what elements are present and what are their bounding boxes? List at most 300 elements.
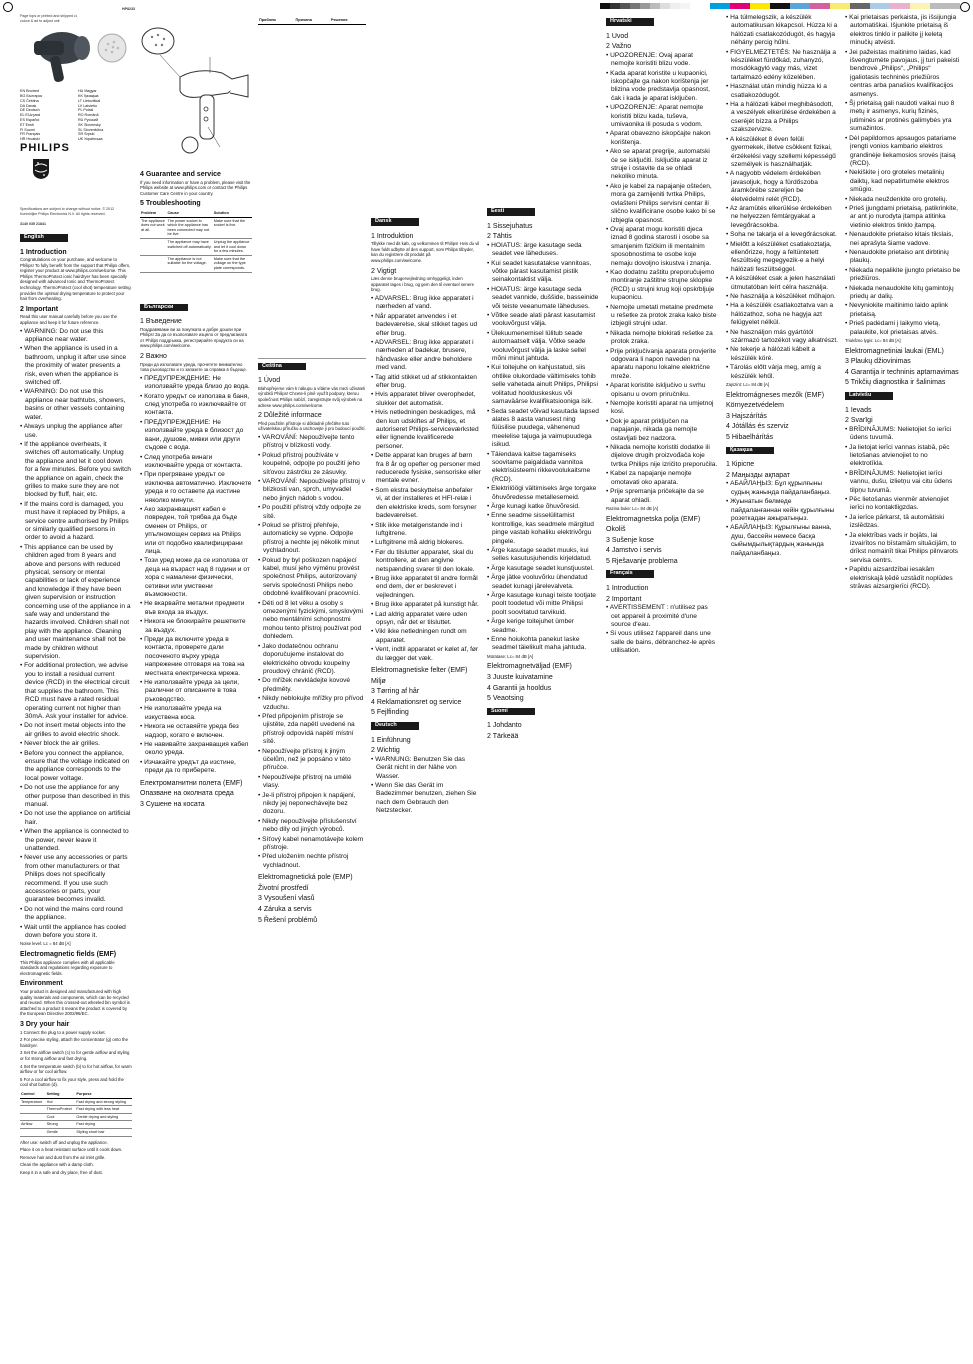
safety-item: • Dok je aparat priključen na napajanje, nikada ga nemojte ostavljati bez nadzora. — [606, 418, 718, 443]
safety-item: • A nagyobb védelem érdekében javasoljuk, hogy a fürdőszoba áramkörébe szereljen be életvédelmi relét (RCD). — [726, 170, 838, 204]
safety-item: • Når apparatet anvendes i et badeværelse, skal stikket tages ud efter brug. — [371, 313, 481, 338]
lang-index-item: DA Dansk — [20, 103, 37, 108]
safety-item: • Nevyniokite maitinimo laido aplink prietaisą. — [845, 302, 961, 319]
safety-item: • ADVARSEL: Brug ikke apparatet i nærheden af vand. — [371, 295, 481, 312]
safety-item: • АБАЙЛАҢЫЗ: Бұл құрылғыны судың жанында пайдаланбаңыз. — [726, 480, 838, 497]
section-environment: Environment — [20, 980, 63, 988]
section-guarantee-cs: 4 Záruka a servis — [258, 906, 312, 914]
environment-text: Your product is designed and manufactured with high quality materials and components, which can be recycled and reused. When this crossed-out wheeled bin symbol is attached to a product it means the product is covered by the European Directive 2002/96/EC. — [20, 989, 130, 1017]
section-important: 2 Important — [20, 305, 59, 313]
safety-item: • Si vous utilisez l'appareil dans une salle de bains, débranchez-le après utilisation. — [606, 630, 718, 655]
troubleshooting-table-en — [140, 210, 252, 273]
safety-item: • ПРЕДУПРЕЖДЕНИЕ: Не използвайте уреда близо до вода. — [140, 375, 252, 392]
safety-item: • FIGYELMEZTETÉS: Ne használja a készüléket fürdőkád, zuhanyzó, mosdókagyló vagy más, vizet tartalmazó edény közelében. — [726, 49, 838, 83]
noise-level-hr: Razina buke: Lc= 84 dB [A] — [606, 505, 659, 511]
section-emf-cs: Elektromagnetická pole (EMP) — [258, 874, 353, 882]
safety-item: • Brug ikke apparatet til andre formål end dem, der er beskrevet i vejledningen. — [371, 575, 481, 600]
color-bar-cmyk — [710, 3, 960, 9]
safety-item: • Ovaj aparat mogu koristiti djeca iznad 8 godina starosti i osobe sa smanjenim fizičkim ili mentalnim sposobnostima te osobe koje nemaju dovoljno iskustva i znanja. — [606, 226, 718, 268]
language-tab-danish: Dansk — [371, 218, 419, 226]
language-tab-bulgarian: Български — [140, 304, 188, 312]
safety-item: • Преди да включите уреда в контакта, проверете дали посоченото върху уреда напрежение отговаря на това на местната електрическа мрежа. — [140, 636, 252, 678]
table-cell: Gentle — [46, 1128, 76, 1136]
dry-step: 2 For precise styling, attach the concentrator (g) onto the hairdryer. — [20, 1037, 128, 1048]
safety-item: • Always unplug the appliance after use. — [20, 423, 132, 440]
safety-item: • Kai prietaisas perkaista, jis išsijungia automatiškai. Išjunkite prietaisą iš elektros tinklo ir palikite jį keletą minučių atvėsti. — [845, 14, 961, 48]
registration-mark-right — [960, 2, 970, 12]
section-introduction-de: 1 Einführung — [371, 736, 411, 744]
section-emf-da: Elektromagnetiske felter (EMF) — [371, 667, 468, 674]
table-row — [20, 1121, 132, 1129]
section-dry-hair: 3 Dry your hair — [20, 1021, 70, 1029]
section-dry-hair-da: 3 Tørring af hår — [371, 688, 420, 696]
language-tab-kazakh: Қазақша — [726, 447, 774, 455]
section-dry-hair-hu: 3 Hajszárítás — [726, 412, 767, 420]
section-troubleshooting-hr: 5 Rješavanje problema — [606, 557, 678, 565]
section-important-da: 2 Vigtigt — [371, 267, 397, 275]
safety-item: • Nikdy neblokujte mřížky pro přívod vzduchu. — [258, 695, 366, 712]
safety-item: • Elektrilöögi vältimiseks ärge torgake õhuvõredesse metallesemeid. — [487, 485, 599, 502]
section-emf-lt: Elektromagnetiniai laukai (EML) — [845, 347, 944, 355]
safety-item: • UPOZORENJE: Ovaj aparat nemojte koristiti blizu vode. — [606, 52, 718, 69]
safety-item: • HOIATUS: ärge kasutage seda seadet vannide, duššide, basseinide või teiste veeanumate läheduses. — [487, 286, 599, 311]
safety-item: • Pokud by byl poškozen napájecí kabel, musí jeho výměnu provést společnost Philips, autorizovaný servis společnosti Philips nebo obdobně kvalifikovaní pracovníci. — [258, 557, 366, 599]
copyright-text: Specifications are subject to change without notice. © 2012 Koninklijke Philips Electronics N.V. All rights reserved. — [20, 207, 115, 216]
table-row — [140, 255, 252, 272]
table-cell: Unplug the appliance and let it cool down for a few minutes. — [213, 238, 252, 255]
safety-bullets-lt — [845, 14, 961, 337]
safety-item: • Ärge kasutage seadet muuks, kui selles kasutusjuhendis kirjeldatud. — [487, 547, 599, 564]
lang-index-item: PL Polski — [78, 108, 94, 113]
column-croatian — [606, 14, 718, 1354]
table-row — [140, 217, 252, 238]
table-cell: ThermoProtect — [46, 1106, 76, 1114]
section-introduction-kk: 1 Кіріспе — [726, 461, 755, 469]
safety-item: • Не навивайте захранващия кабел около уреда. — [140, 741, 252, 758]
safety-item: • Hvis netledningen beskadiges, må den kun udskiftes af Philips, et autoriseret Philips-serviceværksted eller lignende kvalificerede personer. — [371, 409, 481, 451]
table-row — [20, 1113, 132, 1121]
safety-item: • BRĪDINĀJUMS: Nelietojiet šo ierīci ūdens tuvumā. — [845, 426, 961, 443]
safety-item: • Nemojte umetati metalne predmete u rešetke za protok zraka kako biste izbjegli strujni udar. — [606, 304, 718, 329]
section-introduction-lv: 1 Ievads — [845, 406, 872, 414]
safety-item: • Wait until the appliance has cooled down before you store it. — [20, 924, 132, 941]
table-cell: Fast drying — [75, 1121, 132, 1129]
header-subnote: colour & ad to adjust unit — [20, 18, 60, 23]
safety-item: • Papildu aizsardzībai iesakām elektriskajā ķēdē uzstādīt noplūdes strāvas aizsargierīci (RCD). — [845, 566, 961, 591]
table-cell — [140, 238, 167, 255]
section-important-et: 2 Tähtis — [487, 233, 512, 241]
safety-item: • Jei pažeistas maitinimo laidas, kad išvengtumėte pavojaus, jį turi pakeisti bendrovė „Philips“, „Philips“ įgaliotasis techninės priežiūros centras arba panašios kvalifikacijos asmenys. — [845, 49, 961, 99]
dry-step: 3 Set the airflow switch (c) to for gentle airflow and styling or for strong airflow and fast drying. — [20, 1050, 130, 1061]
section-important-fr: 2 Important — [606, 595, 642, 603]
troubleshooting-table-bg — [258, 17, 366, 25]
section-troubleshooting-cs: 5 Řešení problémů — [258, 916, 318, 924]
section-dry-hair-et: 3 Juuste kuivatamine — [487, 674, 553, 682]
section-troubleshooting-lt: 5 Trikčių diagnostika ir šalinimas — [845, 379, 946, 387]
lang-index-item: ET Eesti — [20, 122, 34, 127]
section-introduction-et: 1 Sissejuhatus — [487, 222, 533, 230]
section-introduction-fr: 1 Introduction — [606, 585, 649, 593]
important-lead-da: Læs denne brugervejledning omhyggeligt, inden apparatet tages i brug, og gem den til eventuel senere brug. — [371, 276, 474, 293]
safety-item: • Do not insert metal objects into the air grilles to avoid electric shock. — [20, 722, 132, 739]
safety-item: • Dette apparat kan bruges af børn fra 8 år og opefter og personer med reducerede fysiske, sensoriske eller mentale evner. — [371, 452, 481, 486]
table-cell: Hot — [46, 1098, 76, 1106]
lang-index-item: RU Русский — [78, 117, 99, 122]
column-lithuanian — [845, 14, 961, 1354]
section-guarantee-en: 4 Guarantee and service — [140, 171, 221, 178]
table-header: Solution — [213, 210, 252, 217]
safety-item: • Vikl ikke netledningen rundt om apparatet. — [371, 628, 481, 645]
safety-item: • Prije priključivanja aparata provjerite odgovara li napon naveden na aparatu naponu lokalne električne mreže. — [606, 348, 718, 382]
after-use-step: Clean the appliance with a damp cloth. — [20, 1162, 94, 1168]
safety-item: • This appliance can be used by children aged from 8 years and above and persons with reduced physical, sensory or mental capabilities or lack of experience and knowledge if they have been given supervision or instruction concerning use of the appliance in a safe way and understand the hazards involved. Children shall not play with the appliance. Cleaning and user maintenance shall not be made by children without supervision. — [20, 544, 132, 662]
table-row — [140, 238, 252, 255]
lang-index-item: FR Français — [20, 132, 41, 137]
safety-bullets-hu — [726, 14, 838, 381]
noise-level: Noise level: Lc = 84 dB [A] — [20, 941, 71, 947]
safety-item: • АБАЙЛАҢЫЗ: Құрылғыны ванна, душ, бассейн немесе басқа сыйымдылықтардың жанында пайдаланбаңыз. — [726, 524, 838, 558]
section-dry-hair-lt: 3 Plaukų džiovinimas — [845, 358, 911, 366]
safety-item: • Ärge kerige toitejuhet ümber seadme. — [487, 618, 599, 635]
table-row — [20, 1106, 132, 1114]
safety-item: • Vent, indtil apparatet er kølet af, før du lægger det væk. — [371, 646, 481, 663]
column-czech — [258, 14, 366, 1354]
dry-step: 5 For a cool airflow to fix your style, press and hold the cool shot button (d). — [20, 1076, 124, 1088]
safety-item: • WARNING: Do not use this appliance near bathtubs, showers, basins or other vessels containing water. — [20, 388, 132, 422]
intro-text-da: Tillykke med dit køb, og velkommen til Philips! Hvis du vil have fuldt udbytte af den support, som Philips tilbyder, kan du registrere dit produkt på www.philips.com/welcome. — [371, 241, 480, 263]
section-important-de: 2 Wichtig — [371, 747, 400, 755]
safety-item: • Nemojte koristiti aparat na umjetnoj kosi. — [606, 400, 718, 417]
lang-index-item: RO Română — [78, 113, 99, 118]
table-cell — [140, 255, 167, 272]
safety-item: • Před připojením přístroje se ujistěte, zda napětí uvedené na přístroji odpovídá napětí místní sítě. — [258, 713, 366, 747]
after-use-step: Place it on a heat resistant surface until it cools down. — [20, 1147, 123, 1153]
safety-item: • След употреба винаги изключвайте уреда от контакта. — [140, 454, 252, 471]
safety-item: • Do mřížek nevkládejte kovové předměty. — [258, 677, 366, 694]
lang-index-item: CS Čeština — [20, 98, 39, 103]
safety-item: • При прегряване уредът се изключва автоматично. Изключете уреда и го оставете да изстине няколко минути. — [140, 471, 252, 505]
table-header: Проблем — [258, 17, 295, 24]
lang-index-item: KK Қазақша — [78, 93, 99, 98]
safety-item: • Nepoužívejte přístroj na umělé vlasy. — [258, 774, 366, 791]
safety-item: • Kao dodatnu zaštitu preporučujemo montiranje zaštitne strujne sklopke (RCD) u strujni krug koji opskrbljuje kupaonicu. — [606, 269, 718, 303]
safety-item: • Ha a hálózati kábel meghibásodott, a veszélyek elkerülése érdekében a cseréjét bízza a Philips szakszervizre. — [726, 101, 838, 135]
lang-index-item: BG Българск — [20, 93, 43, 98]
safety-item: • Stik ikke metalgenstande ind i luftgitrene. — [371, 522, 481, 539]
document-code: 3140 035 21841 — [20, 222, 46, 227]
language-tab-english: English — [20, 234, 68, 242]
table-header: Purpose — [75, 1091, 132, 1098]
section-guarantee-hr: 4 Jamstvo i servis — [606, 547, 662, 555]
column-english — [20, 14, 132, 1354]
lang-index-item: SK Slovensky — [78, 122, 101, 127]
section-emf: Electromagnetic fields (EMF) — [20, 951, 117, 959]
safety-item: • Prieš įjungdami prietaisą, patikrinkite, ar ant jo nurodyta įtampa atitinka vietinio elektros tinklo įtampą. — [845, 205, 961, 230]
safety-bullets-et — [487, 242, 599, 653]
important-lead-cs: Před použitím přístroje si důkladně přečtěte tuto uživatelskou příručku a uschovejte ji pro budoucí použití. — [258, 420, 366, 432]
language-tab-finnish: Suomi — [487, 708, 535, 716]
section-emf-bg: Електромагнитни полета (EMF) — [140, 779, 243, 787]
table-cell: Make sure that the voltage on the type plate corresponds. — [213, 255, 252, 272]
safety-bullets-da — [371, 295, 481, 663]
section-important-lv: 2 Svarīgi — [845, 417, 873, 425]
safety-item: • BRĪDINĀJUMS: Nelietojiet ierīci vannu, dušu, izlietņu vai citu ūdens tilpņu tuvumā. — [845, 470, 961, 495]
section-dry-hair-hr: 3 Sušenje kose — [606, 536, 654, 544]
column-bulgarian — [140, 14, 252, 1354]
safety-item: • Soha ne takarja el a levegőrácsokat. — [726, 231, 838, 239]
table-cell: The appliance is not suitable for the voltage. — [167, 255, 213, 272]
section-emf-et: Elektromagnetväljad (EMF) — [487, 663, 572, 671]
section-important-kk: 2 Маңызды ақпарат — [726, 471, 791, 479]
table-cell: Make sure that the socket is live. — [213, 217, 252, 238]
safety-item: • Ne tekerje a hálózati kábelt a készülék köré. — [726, 346, 838, 363]
intro-text-cs: Blahopřejeme vám k nákupu a vítáme vás mezi uživateli výrobků Philips! Chcete-li plně využít podpory, kterou společnost Philips nabízí, zaregistrujte svůj výrobek na adrese www.philips.com/welcome. — [258, 385, 365, 408]
lang-index-item: UK Українська — [78, 137, 103, 142]
safety-item: • VAROVÁNÍ: Nepoužívejte tento přístroj v blízkosti vody. — [258, 434, 366, 451]
emf-text: This Philips appliance complies with all applicable standards and regulations regarding exposure to electromagnetic fields. — [20, 959, 115, 976]
safety-item: • Po použití přístroj vždy odpojte ze sítě. — [258, 504, 366, 521]
table-cell — [20, 1113, 46, 1121]
lang-index-item: HR Hrvatski — [20, 137, 40, 142]
safety-item: • Před uložením nechte přístroj vychladnout. — [258, 853, 366, 870]
important-lead: Read this user manual carefully before you use the appliance and keep it for future reference. — [20, 314, 117, 326]
safety-item: • Mielőtt a készüléket csatlakoztatja, ellenőrizze, hogy a feltüntetett feszültség megegyezik-e a helyi hálózati feszültséggel. — [726, 241, 838, 275]
safety-item: • Prije spremanja pričekajte da se aparat ohladi. — [606, 488, 718, 505]
language-index — [20, 89, 132, 142]
safety-item: • Ne használjon más gyártótól származó tartozékot vagy alkatrészt. — [726, 329, 838, 346]
section-introduction-da: 1 Introduktion — [371, 232, 414, 240]
noise-level-et: Müratase: Lc= 84 dB [A] — [487, 653, 534, 659]
section-troubleshooting-hu: 5 Hibaelhárítás — [726, 434, 774, 442]
table-header-row — [20, 1091, 132, 1098]
safety-item: • Ja elektrības vads ir bojāts, lai izvairītos no bīstamām situācijām, to drīkst nomainīt tikai Philips pilnvarots servisa centrs. — [845, 532, 961, 566]
safety-item: • Never use any accessories or parts from other manufacturers or that Philips does not specifically recommend. If you use such accessories or parts, your guarantee becomes invalid. — [20, 854, 132, 904]
safety-item: • Този уред може да се използва от деца на възраст над 8 години и от хора с намалени физически, сетивни или умствени възможности. — [140, 557, 252, 599]
table-cell: Cool — [46, 1113, 76, 1121]
table-header-row — [258, 17, 366, 24]
safety-bullets — [20, 328, 132, 941]
safety-item: • Hvis apparatet bliver overophedet, slukker det automatisk. — [371, 391, 481, 408]
safety-item: • Kada aparat koristite u kupaonici, iskopčajte ga nakon korištenja jer blizina vode predstavlja opasnost, čak i kada je aparat isključen. — [606, 70, 718, 104]
safety-item: • Enne hoiukohta panekut laske seadmel täielikult maha jahtuda. — [487, 636, 599, 653]
safety-item: • Děti od 8 let věku a osoby s omezenými fyzickými, smyslovými nebo mentálními schopnostmi mohou tento přístroj používat pod dohledem. — [258, 600, 366, 642]
after-use-step: After use: switch off and unplug the appliance. — [20, 1139, 108, 1145]
table-cell: Airflow — [20, 1121, 46, 1129]
safety-item: • Pokud přístroj používáte v koupelně, odpojte po použití jeho síťovou zástrčku ze zásuvky. — [258, 452, 366, 477]
safety-item: • Никога не оставяйте уреда без надзор, когато е включен. — [140, 723, 252, 740]
safety-item: • Не използвайте уреда за цели, различни от описаните в това ръководство. — [140, 679, 252, 704]
safety-item: • Никога не блокирайте решетките за въздух. — [140, 618, 252, 635]
table-header: Cause — [167, 210, 213, 217]
safety-item: • When the appliance is connected to the power, never leave it unattended. — [20, 828, 132, 853]
safety-item: • If the appliance overheats, it switches off automatically. Unplug the appliance and let it cool down for a few minutes. Before you switch the appliance on again, check the grilles to make sure they are not blocked by fluff, hair, etc. — [20, 441, 132, 500]
section-important-fi: 2 Tärkeää — [487, 733, 519, 741]
section-introduction-hr: 1 Uvod — [606, 32, 629, 40]
safety-item: • Prieš padėdami į laikymo vietą, palaukite, kol prietaisas atvės. — [845, 320, 961, 337]
section-troubleshooting-et: 5 Veaotsing — [487, 695, 524, 703]
safety-item: • Ако захранващият кабел е повреден, той трябва да бъде сменен от Philips, от упълномощен сервиз на Philips или от подобно квалифицирани лица. — [140, 506, 252, 556]
safety-item: • ПРЕДУПРЕЖДЕНИЕ: Не използвайте уреда в близост до вани, душове, мивки или други съдове с вода. — [140, 419, 252, 453]
section-guarantee-da: 4 Reklamationsret og service — [371, 698, 462, 706]
safety-item: • Seda seadet võivad kasutada lapsed alates 8 aasta vanusest ning füüsilise puudega, vähenenud meelelise tajuga ja vaimupuudega isikud. — [487, 408, 599, 450]
guarantee-text-en: If you need information or have a problem, please visit the Philips website at www.philips.com or contact the Philips Customer Care Centre in your country. — [140, 179, 251, 196]
table-header: Решение — [330, 17, 366, 24]
table-cell: The power socket to which the appliance has been connected may not be live. — [167, 217, 213, 238]
safety-item: • UPOZORENJE: Aparat nemojte koristiti blizu kada, tuševa, umivaonika ili posuda s vodom. — [606, 104, 718, 129]
safety-item: • Ja lietojat ierīci vannas istabā, pēc lietošanas atvienojiet to no elektrotīkla. — [845, 444, 961, 469]
table-row — [20, 1098, 132, 1106]
table-cell: Fast drying and strong styling — [75, 1098, 132, 1106]
safety-item: • Do not use the appliance for any other purpose than described in this manual. — [20, 784, 132, 809]
table-header: Setting — [46, 1091, 76, 1098]
language-tab-czech: Čeština — [258, 363, 306, 371]
table-cell: Gentle drying and styling — [75, 1113, 132, 1121]
section-guarantee-hu: 4 Jótállás és szerviz — [726, 423, 789, 431]
safety-item: • Ärge kunagi katke õhuvõresid. — [487, 503, 599, 511]
safety-item: • Luftgitrene må aldrig blokeres. — [371, 539, 481, 547]
section-introduction-fi: 1 Johdanto — [487, 722, 522, 730]
section-troubleshooting-en: 5 Troubleshooting — [140, 200, 201, 208]
safety-item: • Never block the air grilles. — [20, 740, 132, 748]
safety-item: • Nikdy nepoužívejte příslušenství nebo díly od jiných výrobců. — [258, 818, 366, 835]
color-bar-gray — [600, 3, 700, 9]
section-important-cs: 2 Důležité informace — [258, 412, 322, 420]
safety-item: • WARNUNG: Benutzen Sie das Gerät nicht in der Nähe von Wasser. — [371, 756, 481, 781]
safety-item: • Pokud se přístroj přehřeje, automaticky se vypne. Odpojte přístroj a nechte jej několik minut vychladnout. — [258, 522, 366, 556]
lang-index-item: LV Latviešu — [78, 103, 97, 108]
safety-item: • Ja ierīce pārkarst, tā automātiski izslēdzas. — [845, 514, 961, 531]
philips-logo: PHILIPS — [20, 141, 70, 154]
column-estonian — [487, 14, 599, 1354]
safety-item: • HOIATUS: ärge kasutage seda seadet vee läheduses. — [487, 242, 599, 259]
safety-item: • Nenaudokite prietaiso kitais tikslais, nei aprašyta šiame vadove. — [845, 231, 961, 248]
safety-item: • Täiendava kaitse tagamiseks soovitame paigaldada vannitoa elektrisüsteemi rikkevoolukaitsme (RCD). — [487, 451, 599, 485]
safety-item: • Когато уредът се използва в баня, след употреба го изключвайте от контакта. — [140, 393, 252, 418]
safety-item: • Je-li přístroj připojen k napájení, nikdy jej neponechávejte bez dozoru. — [258, 792, 366, 817]
table-cell: The appliance may have switched off automatically. — [167, 238, 213, 255]
lang-index-item: SL Slovenščina — [78, 127, 104, 132]
registration-mark-left — [3, 2, 13, 12]
table-header-row — [140, 210, 252, 217]
safety-item: • Не вкарвайте метални предмети във входа за въздух. — [140, 600, 252, 617]
safety-item: • Ne használja a készüléket műhajon. — [726, 293, 838, 301]
language-tab-estonian: Eesti — [487, 208, 535, 216]
section-environment-cs: Životní prostředí — [258, 884, 309, 892]
safety-item: • Az áramütés elkerülése érdekében ne helyezzen fémtárgyakat a levegőrácsokba. — [726, 205, 838, 230]
safety-item: • Ha a készülék csatlakoztatva van a hálózathoz, soha ne hagyja azt felügyelet nélkül. — [726, 302, 838, 327]
model-number: HP8233 — [122, 7, 135, 11]
after-use-step: Remove hair and dust from the air inlet grille. — [20, 1154, 106, 1160]
section-important-hr: 2 Važno — [606, 43, 632, 51]
table-cell: Strong — [46, 1121, 76, 1129]
safety-item: • Kui toitejuhe on kahjustatud, siis ohtlike olukordade vältimiseks tohib selle vahetada ainult Philips, Philipsi volitatud hoolduskeskus või samaväärse kvalifikatsiooniga isik. — [487, 364, 599, 406]
section-troubleshooting-da: 5 Fejlfinding — [371, 709, 409, 717]
safety-bullets-cs — [258, 434, 366, 870]
safety-item: • Ako je kabel za napajanje oštećen, mora ga zamijeniti tvrtka Philips, ovlašteni Philips servisni centar ili slično kvalificirane osobe kako bi se izbjegla opasnost. — [606, 183, 718, 225]
safety-item: • Síťový kabel nenamotávejte kolem přístroje. — [258, 836, 366, 853]
safety-item: • Niekada nepalikite įjungto prietaiso be priežiūros. — [845, 267, 961, 284]
section-emf-hr: Elektromagnetska polja (EMF) — [606, 515, 701, 523]
lang-index-item: SR Srpski — [78, 132, 95, 137]
safety-item: • Ärge kasutage seadet kunstjuustel. — [487, 565, 599, 573]
lang-index-item: FI Suomi — [20, 127, 35, 132]
header-note: Page tops or printed and shipped ci. — [20, 14, 78, 18]
safety-item: • Изчакайте уредът да изстине, преди да го приберете. — [140, 759, 252, 776]
safety-item: • Aparat obavezno iskopčajte nakon korištenja. — [606, 130, 718, 147]
lang-index-item: LT Lietuviškai — [78, 98, 101, 103]
section-environment-hu: Környezetvédelem — [726, 402, 784, 410]
table-cell — [20, 1128, 46, 1136]
column-danish — [371, 14, 481, 1354]
section-environment-hr: Okoliš — [606, 526, 626, 534]
safety-item: • Kui seadet kasutatakse vannitoas, võtke pärast kasutamist pistik seinakontaktist välja. — [487, 260, 599, 285]
safety-item: • Ärge kasutage kunagi teiste tootjate poolt toodetud või mitte Philipsi poolt soovitatud tarvikuid. — [487, 592, 599, 617]
safety-item: • WARNING: Do not use this appliance near water. — [20, 328, 132, 345]
safety-item: • Before you connect the appliance, ensure that the voltage indicated on the appliance corresponds to the local power voltage. — [20, 750, 132, 784]
safety-item: • Жуынатын бөлмеде пайдаланғаннан кейін құрылғыны розеткадан ажыратыңыз. — [726, 498, 838, 523]
safety-item: • Brug ikke apparatet på kunstigt hår. — [371, 601, 481, 609]
language-tab-german: Deutsch — [371, 722, 419, 730]
philips-shield-icon — [32, 158, 50, 180]
safety-item: • Nenaudokite prietaiso ant dirbtinių plaukų. — [845, 249, 961, 266]
noise-level-lt: Triukšmo lygis: Lc= 84 dB [A] — [845, 338, 901, 344]
safety-item: • Wenn Sie das Gerät im Badezimmer benutzen, ziehen Sie nach dem Gebrauch den Netzstecker. — [371, 782, 481, 816]
safety-item: • Do not wind the mains cord round the appliance. — [20, 906, 132, 923]
safety-item: • Pēc lietošanas vienmēr atvienojiet ierīci no kontaktligzdas. — [845, 496, 961, 513]
safety-item: • Niekada nenaudokite kitų gamintojų priedų ar dalių. — [845, 285, 961, 302]
section-guarantee-et: 4 Garantii ja hooldus — [487, 684, 552, 692]
lang-index-item: EN Bnotred — [20, 89, 40, 94]
section-introduction-cs: 1 Úvod — [258, 377, 281, 385]
safety-item: • Jako dodatečnou ochranu doporučujeme instalovat do elektrického obvodu koupelny proudový chránič (RCD). — [258, 643, 366, 677]
section-dry-hair-cs: 3 Vysoušení vlasů — [258, 895, 315, 903]
safety-item: • AVERTISSEMENT : n'utilisez pas cet appareil à proximité d'une source d'eau. — [606, 604, 718, 629]
safety-item: • Før du tilslutter apparatet, skal du kontrollere, at den angivne netspænding svarer til den lokale. — [371, 549, 481, 574]
safety-item: • Nekiškite į oro groteles metalinių daiktų, kad nepatirtumėte elektros smūgio. — [845, 169, 961, 194]
section-important-bg: 2 Важно — [140, 353, 167, 361]
safety-item: • Dėl papildomos apsaugos patariame įrengti vonios kambario elektros grandinėje liekamosios srovės įtaisą (RCD). — [845, 135, 961, 169]
safety-item: • Niekada neuždenkite oro grotelių. — [845, 196, 961, 204]
safety-item: • A készüléket 8 éven felüli gyermekek, illetve csökkent fizikai, érzékelési vagy szellemi képességű személyek is használhatják. — [726, 136, 838, 170]
table-header: Control — [20, 1091, 46, 1098]
table-cell: The appliance does not work at all. — [140, 217, 167, 238]
column-hungarian — [726, 14, 838, 1354]
safety-item: • Aparat koristite isključivo u svrhu opisanu u ovom priručniku. — [606, 382, 718, 399]
intro-text: Congratulations on your purchase, and welcome to Philips! To fully benefit from the support that Philips offers, register your product at www.philips.com/welcome. This Philips ThermoProtect ionic hairdryer has been specially designed with advanced Ionic and ThermoProtect technology. ThermoProtect (cool shot) temperature setting provides the optimal drying temperature to protect your hair from overheating. — [20, 257, 131, 302]
language-tab-croatian: Hrvatski — [606, 18, 654, 26]
safety-bullets-hr — [606, 52, 718, 505]
after-use-step: Keep it in a safe and dry place, free of dust. — [20, 1169, 103, 1175]
safety-item: • Ülekuumenemisel lülitub seade automaatselt välja. Võtke seade vooluvõrgust välja ja laske sellel mõni minut jahtuda. — [487, 330, 599, 364]
table-header: Причина — [295, 17, 330, 24]
hairdryer-illustration — [20, 26, 132, 86]
safety-item: • Nikada nemojte blokirati rešetke za protok zraka. — [606, 330, 718, 347]
safety-item: • Használat után mindig húzza ki a csatlakozódugót. — [726, 83, 838, 100]
noise-level-hu: Zajszint: Lc= 84 dB [A] — [726, 382, 770, 388]
safety-item: • Ärge jätke vooluvõrku ühendatud seadet kunagi järelevalveta. — [487, 574, 599, 591]
dry-step: 1 Connect the plug to a power supply socket. — [20, 1029, 106, 1035]
safety-item: • If the mains cord is damaged, you must have it replaced by Philips, a service centre authorised by Philips or similarly qualified persons in order to avoid a hazard. — [20, 501, 132, 543]
safety-item: • Enne seadme sisselülitamist kontrollige, kas seadmele märgitud pinge vastab kohaliku elektrivõrgu pingele. — [487, 512, 599, 546]
safety-item: • Tárolás előtt várja meg, amíg a készülék lehűl. — [726, 364, 838, 381]
safety-item: • Ako se aparat pregrije, automatski će se isključiti. Isključite aparat iz struje i ostavite da se ohladi nekoliko minuta. — [606, 148, 718, 182]
lang-index-item: HU Magyar — [78, 89, 97, 94]
safety-item: • Nepoužívejte přístroj k jiným účelům, než je popsáno v této příručce. — [258, 748, 366, 773]
dry-step: 4 Set the temperature switch (b) to for hot airflow, for warm airflow or for cool airflow. — [20, 1063, 132, 1075]
table-header: Problem — [140, 210, 167, 217]
table-cell: Fast drying with less heat — [75, 1106, 132, 1114]
safety-item: • Ha túlmelegszik, a készülék automatikusan kikapcsol. Húzza ki a hálózati csatlakozódugót, és hagyja néhány percig hűlni. — [726, 14, 838, 48]
